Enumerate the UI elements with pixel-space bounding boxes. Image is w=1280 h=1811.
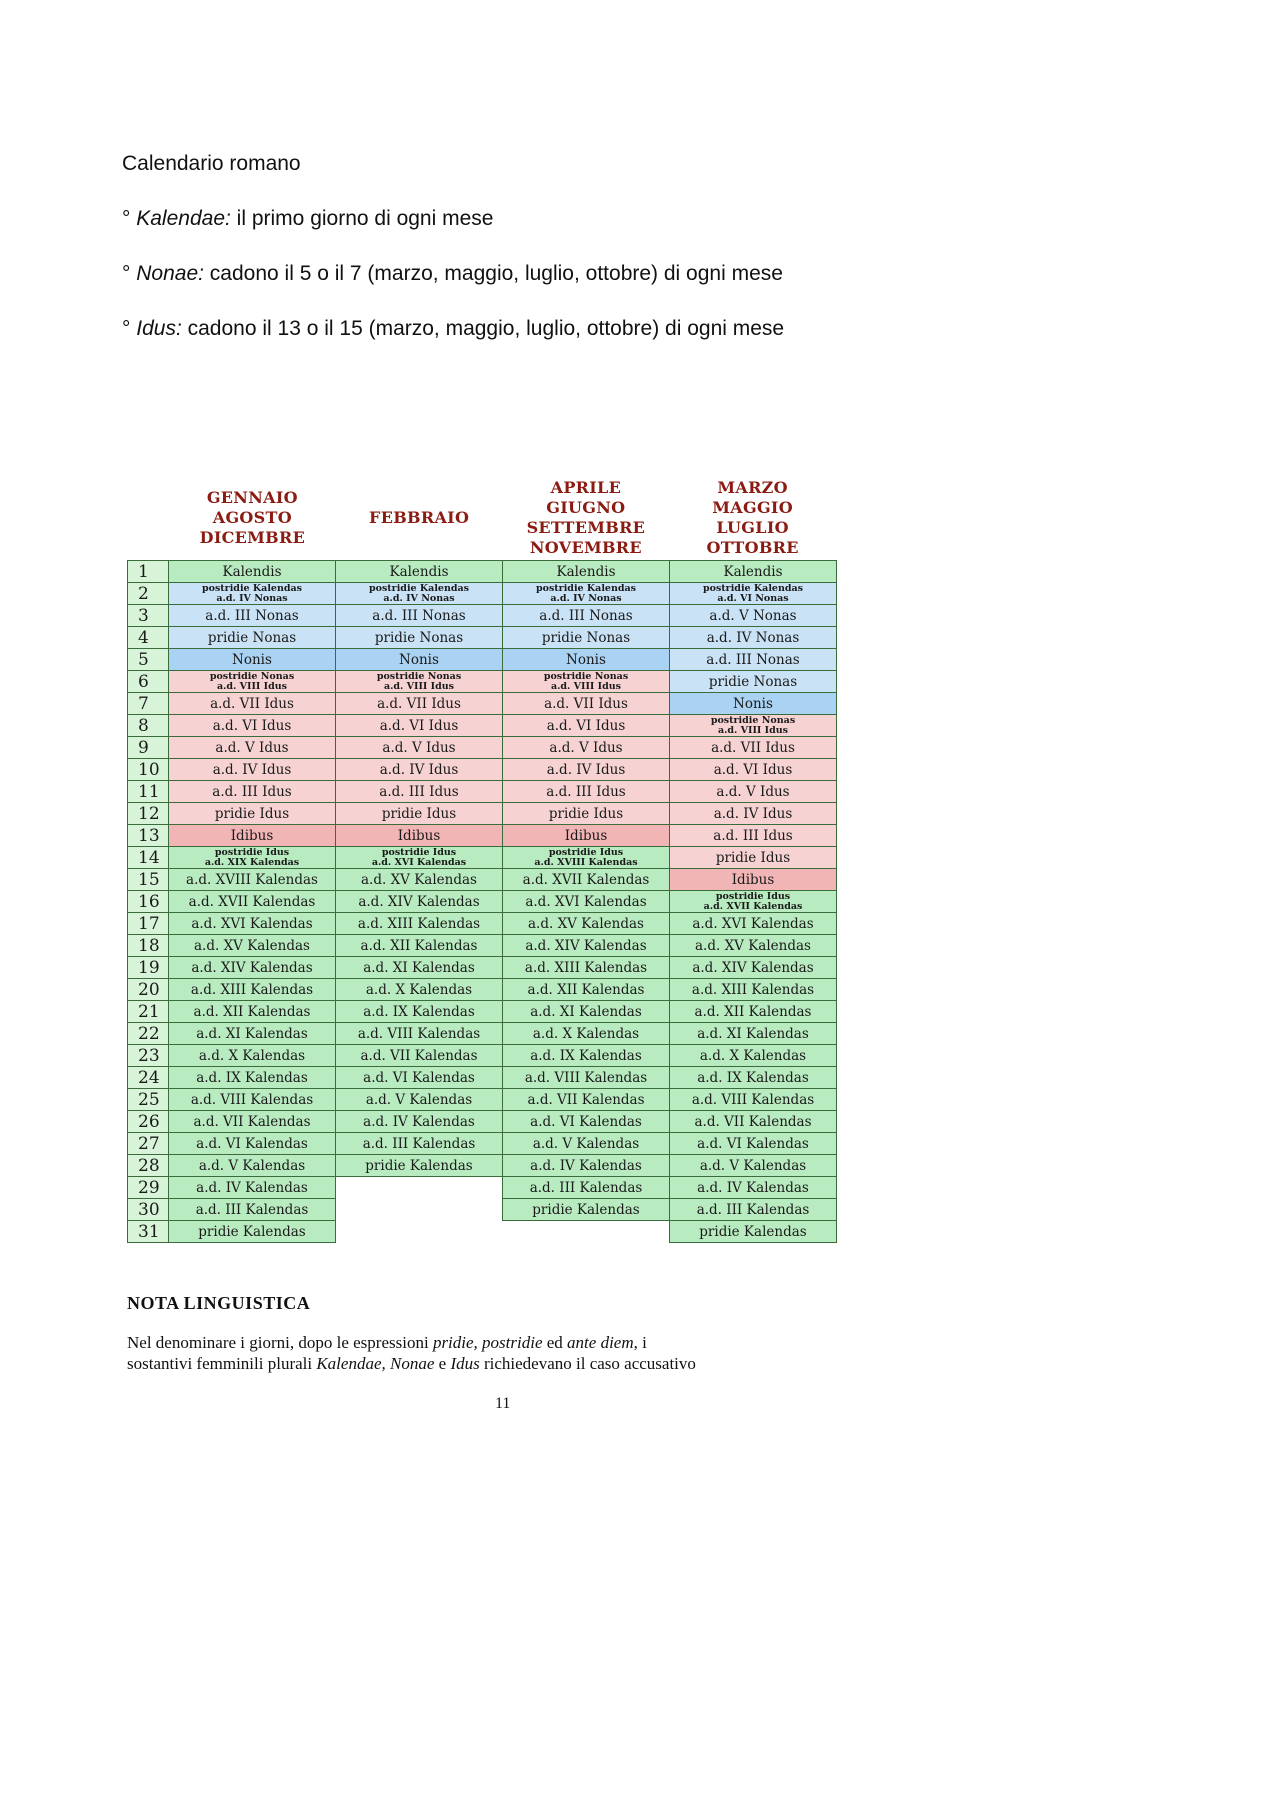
day-cell: a.d. X Kalendas bbox=[335, 978, 503, 1001]
day-cell bbox=[669, 582, 837, 605]
day-cell: a.d. XIII Kalendas bbox=[502, 956, 670, 979]
day-cell-line-sub: a.d. XVIII Kalendas bbox=[534, 856, 638, 868]
calendar-row bbox=[127, 1000, 836, 1022]
day-cell-line-sub: a.d. VIII Idus bbox=[383, 680, 455, 692]
day-cell: a.d. XII Kalendas bbox=[502, 978, 670, 1001]
day-cell: a.d. IV Kalendas bbox=[502, 1154, 670, 1177]
day-number: 9 bbox=[127, 736, 169, 759]
day-number: 4 bbox=[127, 626, 169, 649]
header-marzo-maggio-luglio-ottobre: MARZO MAGGIO LUGLIO OTTOBRE bbox=[706, 478, 799, 557]
intro-line-kalendae: ° Kalendae: il primo giorno di ogni mese bbox=[122, 207, 494, 230]
page-number: 11 bbox=[495, 1395, 511, 1412]
day-cell: a.d. III Nonas bbox=[669, 648, 837, 671]
day-number: 30 bbox=[127, 1198, 169, 1221]
day-cell: a.d. III Idus bbox=[335, 780, 503, 803]
day-cell: a.d. IV Idus bbox=[168, 758, 336, 781]
day-cell: a.d. V Idus bbox=[669, 780, 837, 803]
day-cell-line-main: postridie Nonas bbox=[543, 670, 629, 682]
day-cell: a.d. III Nonas bbox=[502, 604, 670, 627]
day-cell: a.d. VIII Kalendas bbox=[502, 1066, 670, 1089]
day-cell: a.d. VIII Kalendas bbox=[335, 1022, 503, 1045]
day-cell: a.d. V Kalendas bbox=[669, 1154, 837, 1177]
day-cell: pridie Kalendas bbox=[335, 1154, 503, 1177]
day-cell-line-sub: a.d. IV Nonas bbox=[550, 592, 622, 604]
day-number: 27 bbox=[127, 1132, 169, 1155]
day-cell: a.d. VI Idus bbox=[168, 714, 336, 737]
day-cell: pridie Kalendas bbox=[502, 1198, 670, 1221]
day-number: 11 bbox=[127, 780, 169, 803]
calendar-row bbox=[127, 780, 836, 802]
calendar-row bbox=[127, 1176, 836, 1198]
day-number: 29 bbox=[127, 1176, 169, 1199]
day-cell: Nonis bbox=[168, 648, 336, 671]
day-cell: a.d. IX Kalendas bbox=[669, 1066, 837, 1089]
day-number: 18 bbox=[127, 934, 169, 957]
day-cell: Nonis bbox=[502, 648, 670, 671]
day-cell: a.d. III Kalendas bbox=[502, 1176, 670, 1199]
day-cell: a.d. XV Kalendas bbox=[669, 934, 837, 957]
calendar-row bbox=[127, 604, 836, 626]
day-number: 6 bbox=[127, 670, 169, 693]
day-cell: a.d. XII Kalendas bbox=[669, 1000, 837, 1023]
calendar-row bbox=[127, 956, 836, 978]
day-cell: a.d. XVI Kalendas bbox=[168, 912, 336, 935]
empty-cell bbox=[335, 1176, 503, 1199]
day-cell: a.d. VII Idus bbox=[502, 692, 670, 715]
day-cell: Idibus bbox=[669, 868, 837, 891]
day-cell bbox=[669, 714, 837, 737]
day-cell: a.d. V Idus bbox=[335, 736, 503, 759]
day-cell: a.d. XI Kalendas bbox=[502, 1000, 670, 1023]
day-cell: a.d. IX Kalendas bbox=[168, 1066, 336, 1089]
day-cell: a.d. XIV Kalendas bbox=[669, 956, 837, 979]
day-number: 26 bbox=[127, 1110, 169, 1133]
day-cell: a.d. XIII Kalendas bbox=[335, 912, 503, 935]
day-number: 31 bbox=[127, 1220, 169, 1243]
day-cell: a.d. XI Kalendas bbox=[669, 1022, 837, 1045]
day-cell-line-main: postridie Nonas bbox=[209, 670, 295, 682]
day-number: 8 bbox=[127, 714, 169, 737]
day-cell: a.d. XI Kalendas bbox=[335, 956, 503, 979]
day-cell-line-sub: a.d. VIII Idus bbox=[550, 680, 622, 692]
day-cell: a.d. VII Kalendas bbox=[669, 1110, 837, 1133]
day-cell bbox=[168, 846, 336, 869]
day-cell: Nonis bbox=[669, 692, 837, 715]
day-cell: Kalendis bbox=[335, 560, 503, 583]
day-cell: a.d. XII Kalendas bbox=[335, 934, 503, 957]
day-cell-line-sub: a.d. IV Nonas bbox=[216, 592, 288, 604]
day-cell: pridie Nonas bbox=[335, 626, 503, 649]
day-number: 15 bbox=[127, 868, 169, 891]
day-cell-line-main: postridie Idus bbox=[715, 890, 791, 902]
day-number: 28 bbox=[127, 1154, 169, 1177]
day-cell: a.d. VI Idus bbox=[669, 758, 837, 781]
day-cell: a.d. X Kalendas bbox=[669, 1044, 837, 1067]
day-cell: a.d. V Kalendas bbox=[335, 1088, 503, 1111]
day-cell-line-main: postridie Kalendas bbox=[201, 582, 303, 594]
header-febbraio: FEBBRAIO bbox=[369, 508, 470, 527]
empty-cell bbox=[335, 1198, 503, 1221]
day-cell: Kalendis bbox=[168, 560, 336, 583]
calendar-row bbox=[127, 560, 836, 582]
day-cell: a.d. XVI Kalendas bbox=[669, 912, 837, 935]
day-cell: a.d. XII Kalendas bbox=[168, 1000, 336, 1023]
calendar-row bbox=[127, 824, 836, 846]
day-cell: a.d. IV Kalendas bbox=[168, 1176, 336, 1199]
day-cell: a.d. IX Kalendas bbox=[335, 1000, 503, 1023]
day-cell-line-main: postridie Kalendas bbox=[368, 582, 470, 594]
day-cell: a.d. III Nonas bbox=[335, 604, 503, 627]
day-cell: pridie Idus bbox=[502, 802, 670, 825]
calendar-row bbox=[127, 626, 836, 648]
day-cell: a.d. IX Kalendas bbox=[502, 1044, 670, 1067]
day-cell: a.d. VIII Kalendas bbox=[168, 1088, 336, 1111]
day-cell: pridie Kalendas bbox=[669, 1220, 837, 1243]
day-cell: Idibus bbox=[502, 824, 670, 847]
day-cell: pridie Nonas bbox=[168, 626, 336, 649]
calendar-row bbox=[127, 1022, 836, 1044]
calendar-row bbox=[127, 934, 836, 956]
calendar-row bbox=[127, 1088, 836, 1110]
nota-title: NOTA LINGUISTICA bbox=[127, 1293, 311, 1313]
intro-line-idus: ° Idus: cadono il 13 o il 15 (marzo, maggio, luglio, ottobre) di ogni mese bbox=[122, 317, 785, 340]
intro-section bbox=[122, 152, 1162, 372]
roman-calendar-table bbox=[127, 476, 836, 1242]
day-cell: pridie Nonas bbox=[669, 670, 837, 693]
day-cell: a.d. VII Kalendas bbox=[335, 1044, 503, 1067]
day-number: 1 bbox=[127, 560, 169, 583]
day-cell: a.d. VI Kalendas bbox=[168, 1132, 336, 1155]
intro-title: Calendario romano bbox=[122, 152, 301, 175]
day-cell: a.d. XVI Kalendas bbox=[502, 890, 670, 913]
day-cell: a.d. VI Kalendas bbox=[502, 1110, 670, 1133]
intro-line-nonae: ° Nonae: cadono il 5 o il 7 (marzo, maggio, luglio, ottobre) di ogni mese bbox=[122, 262, 783, 285]
day-cell: a.d. III Idus bbox=[502, 780, 670, 803]
day-cell: a.d. X Kalendas bbox=[502, 1022, 670, 1045]
day-cell: a.d. IV Kalendas bbox=[335, 1110, 503, 1133]
calendar-row bbox=[127, 1154, 836, 1176]
empty-cell bbox=[502, 1220, 670, 1243]
day-cell: pridie Idus bbox=[168, 802, 336, 825]
day-cell: a.d. XV Kalendas bbox=[502, 912, 670, 935]
day-cell: a.d. III Idus bbox=[168, 780, 336, 803]
day-cell: a.d. XIV Kalendas bbox=[502, 934, 670, 957]
day-number: 2 bbox=[127, 582, 169, 605]
calendar-row bbox=[127, 890, 836, 912]
day-cell: pridie Kalendas bbox=[168, 1220, 336, 1243]
day-cell: Nonis bbox=[335, 648, 503, 671]
day-cell: a.d. VII Idus bbox=[669, 736, 837, 759]
calendar-row bbox=[127, 802, 836, 824]
day-cell-line-sub: a.d. IV Nonas bbox=[383, 592, 455, 604]
day-cell bbox=[502, 670, 670, 693]
day-cell-line-main: postridie Idus bbox=[548, 846, 624, 858]
day-cell: a.d. XIV Kalendas bbox=[335, 890, 503, 913]
day-number: 12 bbox=[127, 802, 169, 825]
day-cell: a.d. IV Idus bbox=[502, 758, 670, 781]
day-cell-line-sub: a.d. XIX Kalendas bbox=[204, 856, 300, 868]
calendar-row bbox=[127, 692, 836, 714]
day-number: 19 bbox=[127, 956, 169, 979]
calendar-grid bbox=[127, 560, 836, 1242]
day-cell: a.d. XVII Kalendas bbox=[502, 868, 670, 891]
day-cell: a.d. VIII Kalendas bbox=[669, 1088, 837, 1111]
day-cell bbox=[669, 890, 837, 913]
calendar-row bbox=[127, 1132, 836, 1154]
day-cell-line-sub: a.d. VI Nonas bbox=[717, 592, 789, 604]
calendar-row bbox=[127, 1066, 836, 1088]
day-cell: pridie Nonas bbox=[502, 626, 670, 649]
calendar-row bbox=[127, 736, 836, 758]
calendar-row bbox=[127, 912, 836, 934]
day-cell: Idibus bbox=[168, 824, 336, 847]
day-number: 10 bbox=[127, 758, 169, 781]
day-cell-line-sub: a.d. XVII Kalendas bbox=[703, 900, 803, 912]
day-cell-line-sub: a.d. VIII Idus bbox=[216, 680, 288, 692]
day-cell-line-main: postridie Nonas bbox=[376, 670, 462, 682]
calendar-row bbox=[127, 648, 836, 670]
day-cell: a.d. VII Idus bbox=[168, 692, 336, 715]
day-cell: a.d. IV Kalendas bbox=[669, 1176, 837, 1199]
day-cell-line-main: postridie Idus bbox=[381, 846, 457, 858]
calendar-row bbox=[127, 978, 836, 1000]
day-cell: a.d. XVIII Kalendas bbox=[168, 868, 336, 891]
header-gennaio-agosto-dicembre: GENNAIO AGOSTO DICEMBRE bbox=[199, 488, 306, 547]
day-number: 22 bbox=[127, 1022, 169, 1045]
day-cell: pridie Idus bbox=[669, 846, 837, 869]
day-cell: a.d. XV Kalendas bbox=[168, 934, 336, 957]
day-cell-line-sub: a.d. XVI Kalendas bbox=[371, 856, 467, 868]
calendar-row bbox=[127, 868, 836, 890]
day-cell: a.d. XI Kalendas bbox=[168, 1022, 336, 1045]
day-number: 7 bbox=[127, 692, 169, 715]
day-cell: a.d. VII Kalendas bbox=[502, 1088, 670, 1111]
calendar-row bbox=[127, 1220, 836, 1242]
day-cell: a.d. V Kalendas bbox=[502, 1132, 670, 1155]
day-cell bbox=[335, 582, 503, 605]
day-number: 21 bbox=[127, 1000, 169, 1023]
day-cell-line-main: postridie Nonas bbox=[710, 714, 796, 726]
day-number: 17 bbox=[127, 912, 169, 935]
day-cell bbox=[502, 582, 670, 605]
day-cell: a.d. III Idus bbox=[669, 824, 837, 847]
day-number: 13 bbox=[127, 824, 169, 847]
day-cell: Idibus bbox=[335, 824, 503, 847]
day-cell: a.d. XVII Kalendas bbox=[168, 890, 336, 913]
day-cell: pridie Idus bbox=[335, 802, 503, 825]
day-cell: a.d. V Idus bbox=[168, 736, 336, 759]
nota-linguistica bbox=[127, 1293, 887, 1374]
calendar-row bbox=[127, 670, 836, 692]
day-cell: a.d. VI Kalendas bbox=[669, 1132, 837, 1155]
day-cell bbox=[335, 846, 503, 869]
day-cell: a.d. IV Idus bbox=[669, 802, 837, 825]
day-cell-line-main: postridie Kalendas bbox=[535, 582, 637, 594]
day-cell: a.d. XIV Kalendas bbox=[168, 956, 336, 979]
day-cell-line-main: postridie Idus bbox=[214, 846, 290, 858]
day-cell: Kalendis bbox=[502, 560, 670, 583]
day-cell: Kalendis bbox=[669, 560, 837, 583]
day-number: 20 bbox=[127, 978, 169, 1001]
day-cell: a.d. VI Kalendas bbox=[335, 1066, 503, 1089]
day-cell-line-main: postridie Kalendas bbox=[702, 582, 804, 594]
day-cell: a.d. III Kalendas bbox=[669, 1198, 837, 1221]
day-cell-line-sub: a.d. VIII Idus bbox=[717, 724, 789, 736]
day-cell: a.d. VII Kalendas bbox=[168, 1110, 336, 1133]
calendar-row bbox=[127, 714, 836, 736]
day-cell: a.d. III Kalendas bbox=[168, 1198, 336, 1221]
day-cell bbox=[168, 670, 336, 693]
day-cell: a.d. VI Idus bbox=[502, 714, 670, 737]
day-cell: a.d. VI Idus bbox=[335, 714, 503, 737]
day-cell: a.d. VII Idus bbox=[335, 692, 503, 715]
day-number: 24 bbox=[127, 1066, 169, 1089]
day-cell: a.d. XIII Kalendas bbox=[669, 978, 837, 1001]
calendar-row bbox=[127, 582, 836, 604]
day-cell bbox=[502, 846, 670, 869]
day-cell: a.d. V Nonas bbox=[669, 604, 837, 627]
empty-cell bbox=[335, 1220, 503, 1243]
day-cell: a.d. III Kalendas bbox=[335, 1132, 503, 1155]
day-cell: a.d. XIII Kalendas bbox=[168, 978, 336, 1001]
calendar-row bbox=[127, 1198, 836, 1220]
day-cell: a.d. X Kalendas bbox=[168, 1044, 336, 1067]
day-cell: a.d. V Kalendas bbox=[168, 1154, 336, 1177]
calendar-header-row bbox=[169, 476, 836, 560]
calendar-row bbox=[127, 758, 836, 780]
day-number: 5 bbox=[127, 648, 169, 671]
header-aprile-giugno-settembre-novembre: APRILE GIUGNO SETTEMBRE NOVEMBRE bbox=[526, 478, 646, 557]
day-cell: a.d. III Nonas bbox=[168, 604, 336, 627]
day-cell: a.d. XV Kalendas bbox=[335, 868, 503, 891]
day-number: 14 bbox=[127, 846, 169, 869]
day-number: 16 bbox=[127, 890, 169, 913]
calendar-row bbox=[127, 846, 836, 868]
day-cell: a.d. IV Nonas bbox=[669, 626, 837, 649]
day-number: 25 bbox=[127, 1088, 169, 1111]
calendar-row bbox=[127, 1044, 836, 1066]
day-cell bbox=[335, 670, 503, 693]
nota-text: Nel denominare i giorni, dopo le espressioni pridie, postridie ed ante diem, i sostantivi femminili plurali Kalendae, Nonae e Idus richiedevano il caso accusativo bbox=[127, 1333, 696, 1373]
calendar-row bbox=[127, 1110, 836, 1132]
day-cell: a.d. IV Idus bbox=[335, 758, 503, 781]
day-number: 3 bbox=[127, 604, 169, 627]
day-number: 23 bbox=[127, 1044, 169, 1067]
day-cell bbox=[168, 582, 336, 605]
day-cell: a.d. V Idus bbox=[502, 736, 670, 759]
